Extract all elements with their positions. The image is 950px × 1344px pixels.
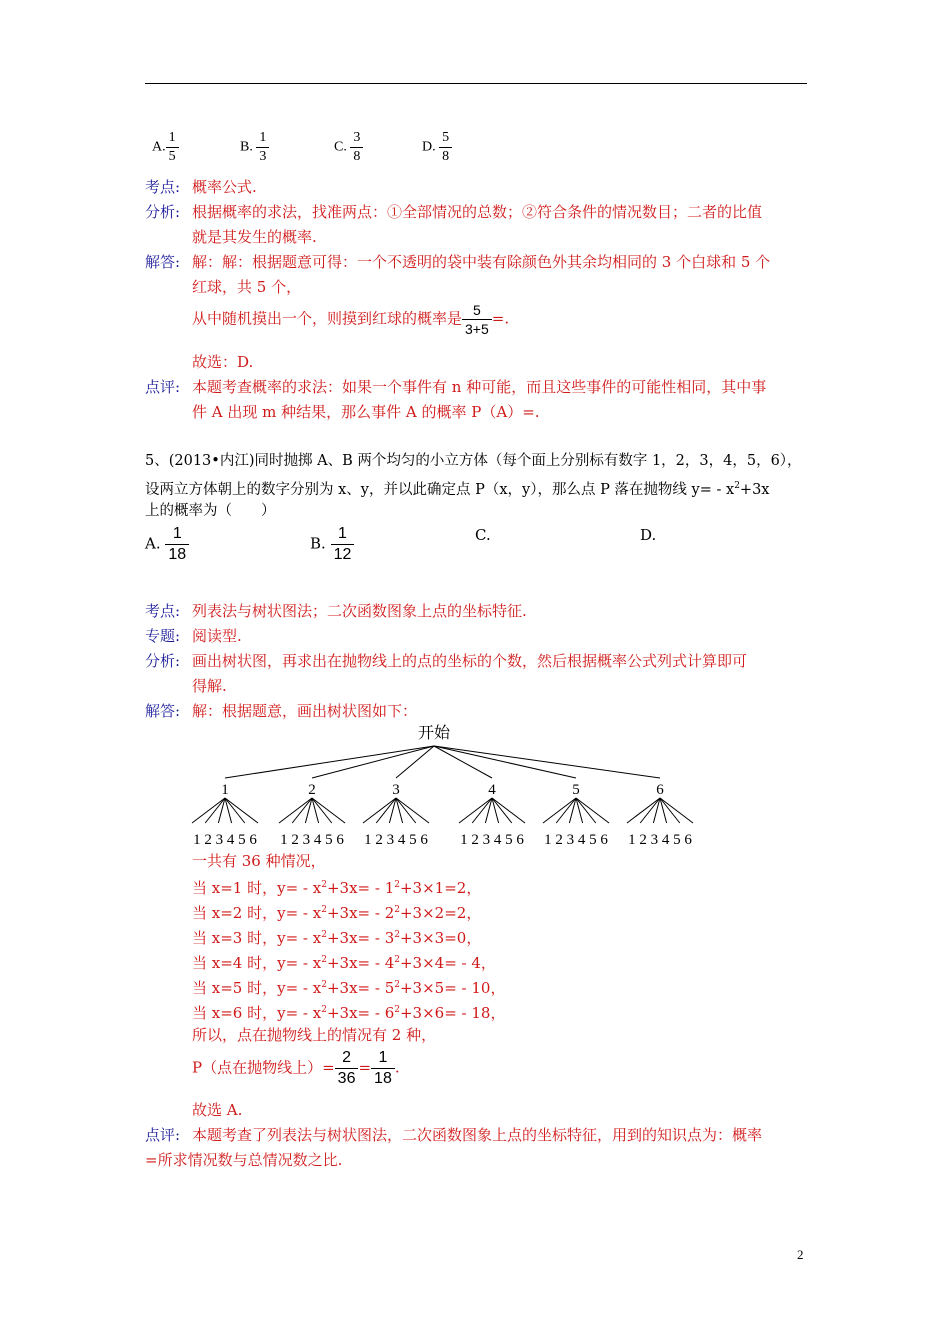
- tree-root-label: 开始: [417, 723, 451, 742]
- q5-dianping-line2: =所求情况数与总情况数之比.: [145, 1151, 343, 1169]
- tree-branch: [434, 746, 660, 778]
- tree-diagram: [180, 718, 710, 853]
- q4-jieda-line1: 解：解：根据题意可得：一个不透明的袋中装有除颜色外其余均相同的 3 个白球和 5 个: [192, 253, 771, 271]
- q4-fenxi-line1: 根据概率的求法，找准两点：①全部情况的总数；②符合条件的情况数目；二者的比值: [192, 203, 763, 221]
- q5-jieda-label: 解答:: [145, 702, 181, 720]
- page-number: 2: [797, 1247, 804, 1262]
- q5-total: 一共有 36 种情况，: [192, 852, 326, 870]
- header-rule: [145, 83, 807, 84]
- q4-dianping-line1: 本题考查概率的求法：如果一个事件有 n 种可能，而且这些事件的可能性相同，其中事: [192, 378, 767, 396]
- tree-node: 2: [308, 782, 316, 798]
- q5-option-b: B. $\frac{1}{12}$: [310, 526, 354, 563]
- q4-fenxi-label: 分析:: [145, 203, 181, 221]
- tree-leaf-labels: 1 2 3 4 5 6: [460, 832, 524, 848]
- tree-leaf-labels: 1 2 3 4 5 6: [280, 832, 344, 848]
- q4-kaodian: 概率公式.: [192, 178, 257, 196]
- tree-node: 3: [392, 782, 400, 798]
- tree-leaf-labels: 1 2 3 4 5 6: [628, 832, 692, 848]
- q5-stem-line3: 上的概率为（ ）: [145, 503, 276, 519]
- q5-fenxi-label: 分析:: [145, 652, 181, 670]
- q5-stem-line1: 5、(2013•内江)同时抛掷 A、B 两个均匀的小立方体（每个面上分别标有数字 1，2，3，4，5，6），: [145, 453, 802, 469]
- tree-branch: [434, 746, 576, 778]
- tree-node: 1: [221, 782, 229, 798]
- tree-leaf-labels: 1 2 3 4 5 6: [364, 832, 428, 848]
- q5-option-c: C.: [475, 526, 491, 544]
- q5-dianping-label: 点评:: [145, 1126, 181, 1144]
- q5-dianping-line1: 本题考查了列表法与树状图法，二次函数图象上点的坐标特征，用到的知识点为：概率: [192, 1126, 763, 1144]
- case-line: 当 x=2 时，$y= - x^2+3x= - 2^2+3\times 2=2$，: [192, 904, 482, 922]
- case-line: 当 x=6 时，$y= - x^2+3x= - 6^2+3\times 6= - 18$，: [192, 1004, 506, 1022]
- q4-option-b: B. $\frac{1}{3}$: [240, 131, 269, 164]
- tree-node: 4: [488, 782, 496, 798]
- q4-jieda-line3: 从中随机摸出一个，则摸到红球的概率是 $\frac{5}{3+5}$ =.: [192, 302, 510, 337]
- q5-jieda-line1: 解：根据题意，画出树状图如下：: [192, 702, 418, 720]
- case-line: 当 x=3 时，$y= - x^2+3x= - 3^2+3\times 3=0$，: [192, 929, 482, 947]
- q4-jieda-line2: 红球，共 5 个，: [192, 278, 302, 296]
- tree-node: 6: [656, 782, 664, 798]
- case-line: 当 x=1 时，$y= - x^2+3x= - 1^2+3\times 1=2$，: [192, 879, 482, 897]
- q5-zhuanti: 阅读型.: [192, 627, 242, 645]
- case-line: 当 x=5 时，$y= - x^2+3x= - 5^2+3\times 5= - 10$，: [192, 979, 506, 997]
- case-line: 当 x=4 时，$y= - x^2+3x= - 4^2+3\times 4= - 4$，: [192, 954, 496, 972]
- q4-jieda-label: 解答:: [145, 253, 181, 271]
- q5-fenxi-line1: 画出树状图，再求出在抛物线上的点的坐标的个数，然后根据概率公式列式计算即可: [192, 652, 748, 670]
- q5-fenxi-line2: 得解.: [192, 677, 227, 695]
- q4-dianping-label: 点评:: [145, 378, 181, 396]
- q4-jieda-line4: 故选：D.: [192, 353, 254, 371]
- q5-probability: P（点在抛物线上）= $\frac{2}{36}$ = $\frac{1}{18}$ .: [192, 1049, 400, 1087]
- q4-dianping-line2: 件 A 出现 m 种结果，那么事件 A 的概率 P（A）=.: [192, 403, 540, 421]
- q4-option-a: A. $\frac{1}{5}$: [152, 131, 179, 164]
- tree-leaf-labels: 1 2 3 4 5 6: [193, 832, 257, 848]
- q5-zhuanti-label: 专题:: [145, 627, 181, 645]
- q5-guxuan: 故选 A.: [192, 1101, 243, 1119]
- q5-stem-line2: 设两立方体朝上的数字分别为 x、y，并以此确定点 P（x，y），那么点 P 落在抛物线 $y= - x^2+3x$: [145, 481, 770, 498]
- q4-fenxi-line2: 就是其发生的概率.: [192, 228, 317, 246]
- q5-kaodian: 列表法与树状图法；二次函数图象上点的坐标特征.: [192, 602, 527, 620]
- tree-leaf-labels: 1 2 3 4 5 6: [544, 832, 608, 848]
- tree-branch: [434, 746, 492, 778]
- q5-suoyi: 所以，点在抛物线上的情况有 2 种，: [192, 1026, 437, 1044]
- q5-option-d: D.: [640, 526, 657, 544]
- q5-kaodian-label: 考点:: [145, 602, 181, 620]
- q4-option-c: C. $\frac{3}{8}$: [334, 131, 363, 164]
- q4-option-d: D. $\frac{5}{8}$: [422, 131, 452, 164]
- q4-kaodian-label: 考点:: [145, 178, 181, 196]
- q5-option-a: A. $\frac{1}{18}$: [145, 526, 189, 563]
- tree-node: 5: [572, 782, 580, 798]
